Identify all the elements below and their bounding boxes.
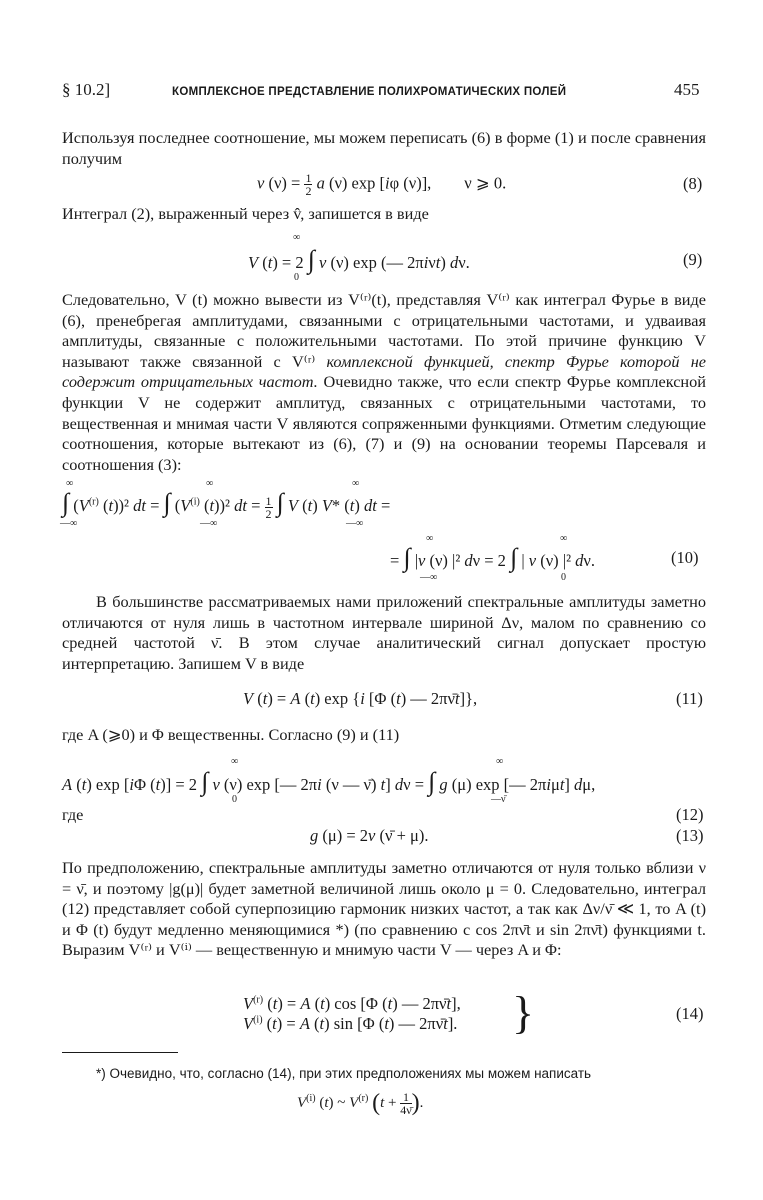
equation-13-number: (13)	[676, 826, 704, 845]
eq10-limit-up-4: ∞	[426, 533, 434, 544]
paragraph-7: По предположению, спектральные амплитуды заметно отличаются от нуля только вблизи ν = ν̄, и поэтому |g(μ)| будет заметной величиной лишь около μ = 0. Следовательно, интеграл (12) представляет собой суперпозицию гармоник низких частот, а так как Δν/ν̄ ≪ 1, то A (t) и Φ (t) будут медленно меняющимися *) (по сравнению с cos 2πν̄t и sin 2πν̄t) функциями t. Выразим V⁽ʳ⁾ и V⁽ⁱ⁾ — вещественную и мнимую части V — через A и Φ:	[62, 858, 706, 960]
equation-11: V (t) = A (t) exp {i [Φ (t) — 2πν̄t]},	[243, 689, 478, 708]
page-number: 455	[674, 80, 700, 99]
paragraph-5: где A (⩾0) и Φ вещественны. Согласно (9) и (11)	[62, 725, 400, 744]
eq12-limit-lo-2: —ν̄	[491, 794, 506, 805]
eq12-limit-up-1: ∞	[231, 756, 239, 767]
equation-14-line-1: $V^{(r)}$ (t) = A (t) cos [Φ (t) — 2πν̄t],	[243, 994, 461, 1013]
eq9-lower-limit: 0	[294, 272, 299, 283]
paragraph-3: Следовательно, V (t) можно вывести из V⁽ʳ⁾(t), представляя V⁽ʳ⁾ как интеграл Фурье в виде (6), пренебрегая амплитудами, связанными с отрицательными частотами, и удваивая амплитуды, связанные с положительными частотами. По этой причине функцию V называют также связанной с V⁽ʳ⁾ комплексной функцией, спектр Фурье которой не содержит отрицательных частот. Очевидно также, что если спектр Фурье комплексной функции V не содержит амплитуд, связанных с отрицательными частотами, то вещественная и мнимая части V являются сопряженными функциями. Отметим следующие соотношения, которые вытекают из (6), (7) и (9) на основании теоремы Парсеваля и соотношения (3):	[62, 290, 706, 474]
footnote-rule	[62, 1052, 178, 1053]
equation-14-line-2: $V^{(i)}$ (t) = A (t) sin [Φ (t) — 2πν̄t].	[243, 1014, 458, 1033]
equation-13: g (μ) = 2v (ν̄ + μ).	[310, 826, 429, 845]
eq12-limit-up-2: ∞	[496, 756, 504, 767]
eq10-limit-up-1: ∞	[66, 478, 74, 489]
eq10-limit-up-5: ∞	[560, 533, 568, 544]
eq10-limit-lo-2: —∞	[200, 518, 218, 529]
eq10-limit-lo-3: —∞	[346, 518, 364, 529]
paragraph-4: В большинстве рассматриваемых нами приложений спектральные амплитуды заметно отличаются от нуля лишь в частотном интервале шириной Δν, малом по сравнению со средней частотой ν̄. В этом случае аналитический сигнал допускает простую интерпретацию. Запишем V в виде	[62, 592, 706, 673]
equation-12: A (t) exp [iΦ (t)] = 2 ∫ v (ν) exp [— 2πi (ν — ν̄) t] dν = ∫ g (μ) exp [— 2πiμt] dμ,	[62, 767, 596, 796]
equation-11-number: (11)	[676, 689, 703, 708]
equation-14-brace: }	[512, 987, 535, 1038]
equation-9: V (t) = 2 ∫ v (ν) exp (— 2πiνt) dν.	[248, 245, 470, 274]
eq10-limit-up-2: ∞	[206, 478, 214, 489]
equation-10-line-1: ∫ ($V^{(r)}$ (t))² dt = ∫ ($V^{(i)}$ (t))² dt = $\frac{1}{2}$ ∫ V (t) V* (t) dt =	[62, 488, 391, 521]
equation-9-number: (9)	[683, 250, 703, 269]
eq10-limit-lo-1: —∞	[60, 518, 78, 529]
eq10-limit-lo-4: —∞	[420, 572, 438, 583]
paragraph-2: Интеграл (2), выраженный через v̂, запишется в виде	[62, 204, 429, 223]
equation-text-bindings	[0, 0, 1, 1]
eq8-text	[0, 0, 1, 1]
equation-10-number: (10)	[671, 548, 699, 567]
where-label: где	[62, 805, 84, 824]
running-title: КОМПЛЕКСНОЕ ПРЕДСТАВЛЕНИЕ ПОЛИХРОМАТИЧЕСКИХ ПОЛЕЙ	[172, 86, 567, 98]
equation-14-number: (14)	[676, 1004, 704, 1023]
eq10-limit-up-3: ∞	[352, 478, 360, 489]
footnote-formula: $V^{(i)}$ (t) ~ $V^{(r)}$ (t + $\frac{1}{4\nū}$ ).	[297, 1090, 424, 1117]
eq10-limit-lo-5: 0	[561, 572, 566, 583]
eq9-upper-limit: ∞	[293, 232, 301, 243]
footnote-text: *) Очевидно, что, согласно (14), при этих предположениях мы можем написать	[96, 1066, 592, 1081]
equation-8-number: (8)	[683, 174, 703, 193]
equation-12-number: (12)	[676, 805, 704, 824]
section-number: § 10.2]	[62, 80, 111, 99]
equation-8: v (ν) = $\frac{1}{2}$ a (ν) exp [iφ (ν)], ν ⩾ 0.	[257, 171, 507, 198]
equation-10-line-2: = ∫ |v (ν) |² dν = 2 ∫ | v (ν) |² dν.	[390, 543, 595, 572]
paragraph-1: Используя последнее соотношение, мы можем переписать (6) в форме (1) и после сравнения получим	[62, 128, 706, 168]
eq12-limit-lo-1: 0	[232, 794, 237, 805]
